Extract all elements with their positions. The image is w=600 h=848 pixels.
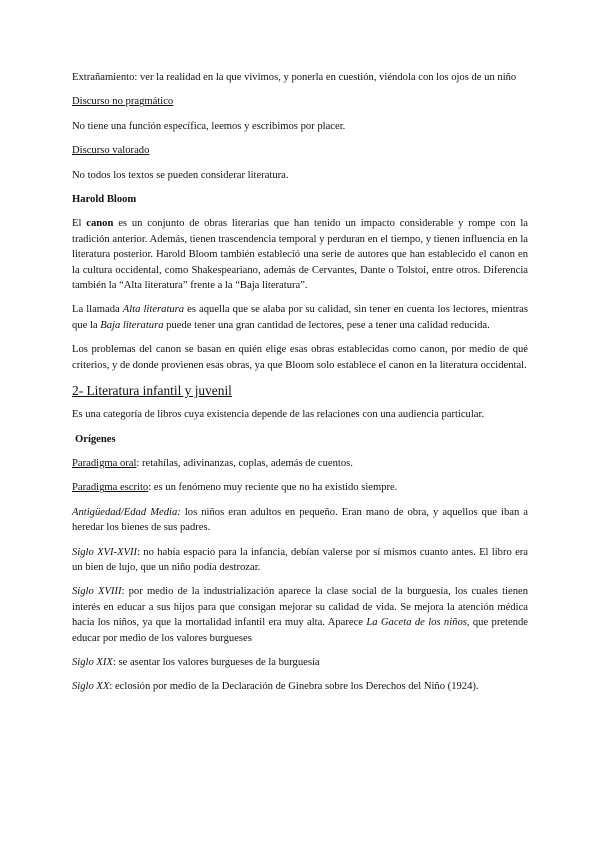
term-paradigma-escrito: Paradigma escrito xyxy=(72,482,149,494)
paragraph-siglo-xix xyxy=(72,655,528,670)
text-span: : retahílas, adivinanzas, coplas, además de cuentos. xyxy=(136,457,353,469)
term-baja-literatura: Baja literatura xyxy=(100,319,164,331)
text-span: : es un fenómeno muy reciente que no ha existido siempre. xyxy=(148,482,398,494)
paragraph-siglo-xvi-xvii xyxy=(72,545,528,576)
text-span: : por medio de la industrialización aparece la clase social de la burguesía, los cuales tienen interés en educar a sus hijos para que consigan mejorar su calidad de vida. Se mejora la atención médica hacia los niños, ya que la mortalidad infantil era muy alta. Aparece xyxy=(72,586,528,629)
heading-origenes: Orígenes xyxy=(75,433,116,445)
text-span: , que pretende educar por medio de los valores burgueses xyxy=(72,617,528,644)
term-siglo-xx: Siglo XX xyxy=(72,681,110,693)
section-title-literatura-infantil: 2- Literatura infantil y juvenil xyxy=(72,383,232,399)
text-span: El xyxy=(72,218,87,230)
term-siglo-xviii: Siglo XVIII xyxy=(72,586,122,598)
paragraph-extranamiento: Extrañamiento: ver la realidad en la que vivimos, y ponerla en cuestión, viéndola con los ojos de un niño xyxy=(72,72,517,83)
text-span: La llamada xyxy=(72,304,123,316)
paragraph-antiguedad xyxy=(72,505,528,536)
paragraph-siglo-xviii xyxy=(72,584,528,646)
paragraph-paradigma-escrito xyxy=(72,480,528,495)
paragraph-siglo-xx xyxy=(72,679,528,694)
text-span: es aquella que se alaba por su calidad, sin tener en cuenta los lectores, mientras que la xyxy=(72,304,528,331)
paragraph-valorado: No todos los textos se pueden considerar literatura. xyxy=(72,169,289,181)
paragraph-canon xyxy=(72,216,528,293)
heading-discurso-valorado: Discurso valorado xyxy=(72,145,150,157)
heading-discurso-no-pragmatico: Discurso no pragmático xyxy=(72,96,174,108)
term-alta-literatura: Alta literatura xyxy=(122,304,185,316)
term-paradigma-oral: Paradigma oral xyxy=(72,457,137,469)
term-antiguedad: Antigüedad/Edad Media: xyxy=(72,506,181,518)
text-span: : se asentar los valores burgueses de la burguesía xyxy=(112,656,320,668)
text-span: es un conjunto de obras literarias que han tenido un impacto considerable y rompe con la tradición anterior. Además, tienen trascendencia temporal y perduran en el tiempo, y tienen influencia en la literatura posterior. Harold Bloom también estableció una serie de autores que han establecido el canon en la cultura occidental, como Shakespeariano, además de Cervantes, Dante o Tolstoi, entre otros. Diferencia también la “Alta literatura” frente a la “Baja literatura”. xyxy=(72,218,528,292)
paragraph-alta-baja xyxy=(72,302,528,333)
paragraph-categoria: Es una categoría de libros cuya existencia depende de las relaciones con una audiencia particular. xyxy=(72,409,485,421)
term-siglo-xix: Siglo XIX xyxy=(72,656,113,668)
heading-harold-bloom: Harold Bloom xyxy=(72,194,137,206)
paragraph-paradigma-oral xyxy=(72,456,528,471)
text-span: : eclosión por medio de la Declaración de Ginebra sobre los Derechos del Niño (1924). xyxy=(109,681,479,693)
paragraph-no-pragmatico: No tiene una función específica, leemos y escribimos por placer. xyxy=(72,120,346,132)
term-siglo-xvi-xvii: Siglo XVI-XVII xyxy=(72,546,138,558)
document-page xyxy=(72,70,528,704)
term-canon: canon xyxy=(86,218,114,230)
text-span: puede tener una gran cantidad de lectores, pese a tener una calidad reducida. xyxy=(163,319,490,331)
paragraph-problemas-canon: Los problemas del canon se basan en quién elige esas obras establecidas como canon, por medio de qué criterios, y de donde provienen esas obras, ya que Bloom solo establece el canon en la literatura occidental. xyxy=(72,344,528,371)
term-gaceta-ninos: La Gaceta de los niños xyxy=(366,617,467,629)
text-span: los niños eran adultos en pequeño. Eran mano de obra, y aquellos que iban a heredar los bienes de sus padres. xyxy=(72,506,528,534)
text-span: : no había espacio para la infancia, debían valerse por sí mismos cuanto antes. El libro era un bien de lujo, que un niño podía destrozar. xyxy=(72,546,529,573)
